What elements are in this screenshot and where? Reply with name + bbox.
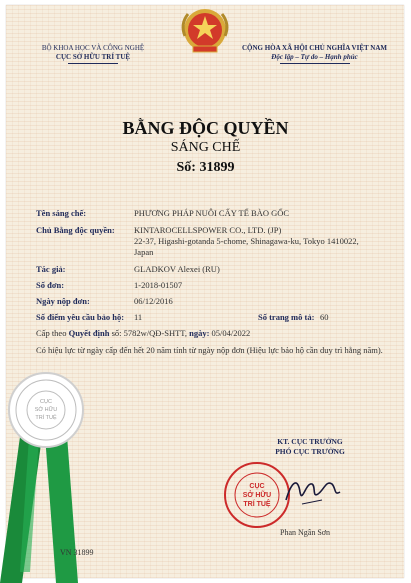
pages-value: 60 xyxy=(320,312,329,322)
decision-row xyxy=(36,328,250,338)
claims-label: Số điểm yêu cầu bảo hộ: xyxy=(36,312,125,322)
signature-title-2: PHÓ CỤC TRƯỞNG xyxy=(275,447,345,456)
owner-label: Chủ Bằng độc quyền: xyxy=(36,225,115,235)
header-left-underline xyxy=(68,63,118,64)
ministry-name: BỘ KHOA HỌC VÀ CÔNG NGHỆ xyxy=(41,44,145,52)
invention-name-value: PHƯƠNG PHÁP NUÔI CẤY TẾ BÀO GỐC xyxy=(134,208,290,218)
country-name: CỘNG HÒA XÃ HỘI CHỦ NGHĨA VIỆT NAM xyxy=(241,44,387,52)
stamp-inner-line1: CỤC xyxy=(249,483,265,490)
owner-value-line3: Japan xyxy=(134,247,154,257)
stamp-inner-line3: TRÍ TUỆ xyxy=(243,501,271,508)
decision-label: Quyết định xyxy=(68,328,110,338)
certificate-title: BẰNG ĐỘC QUYỀN xyxy=(122,118,289,138)
author-label: Tác giả: xyxy=(36,264,66,274)
decision-number-prefix: số: xyxy=(111,328,122,338)
registry-code: VN 31899 xyxy=(60,548,94,557)
seal-inner-line1: CỤC xyxy=(40,399,52,405)
pages-label: Số trang mô tả: xyxy=(258,312,315,322)
invention-name-label: Tên sáng chế: xyxy=(36,208,87,218)
signer-name: Phan Ngân Sơn xyxy=(280,528,331,537)
filing-date-label: Ngày nộp đơn: xyxy=(36,296,90,306)
national-emblem-icon xyxy=(176,6,234,56)
owner-value-line1: KINTAROCELLSPOWER CO., LTD. (JP) xyxy=(134,225,282,235)
seal-inner-line2: SỞ HỮU xyxy=(34,407,58,413)
decision-number: 5782w/QĐ-SHTT, xyxy=(123,328,187,338)
header-left xyxy=(18,44,168,62)
stamp-inner-line2: SỞ HỮU xyxy=(242,492,272,499)
signature-title-1: KT. CỤC TRƯỞNG xyxy=(277,437,343,446)
seal-inner-line3: TRÍ TUỆ xyxy=(35,415,57,421)
validity-text: Có hiệu lực từ ngày cấp đến hết 20 năm tính từ ngày nộp đơn (Hiệu lực bảo hộ cần duy trì hằng năm). xyxy=(36,345,383,355)
header-right xyxy=(232,44,397,62)
application-no-label: Số đơn: xyxy=(36,280,65,290)
decision-date-label: ngày: xyxy=(189,328,210,338)
office-name: CỤC SỞ HỮU TRÍ TUỆ xyxy=(55,53,131,61)
certificate-number: Số: 31899 xyxy=(176,160,235,175)
header-right-underline xyxy=(280,63,350,64)
filing-date-value: 06/12/2016 xyxy=(134,296,173,306)
owner-value-line2: 22-37, Higashi-gotanda 5-chome, Shinagawa-ku, Tokyo 1410022, xyxy=(134,236,359,246)
office-seal-icon xyxy=(6,370,86,450)
decision-date: 05/04/2022 xyxy=(211,328,251,338)
author-value: GLADKOV Alexei (RU) xyxy=(134,264,220,274)
invention-name-row xyxy=(36,208,86,218)
application-no-value: 1-2018-01507 xyxy=(134,280,183,290)
decision-prefix: Cấp theo xyxy=(36,328,67,338)
country-motto: Độc lập – Tự do – Hạnh phúc xyxy=(271,53,358,61)
certificate-subtitle: SÁNG CHẾ xyxy=(170,140,241,155)
handwritten-signature xyxy=(282,470,342,510)
claims-value: 11 xyxy=(134,312,143,322)
